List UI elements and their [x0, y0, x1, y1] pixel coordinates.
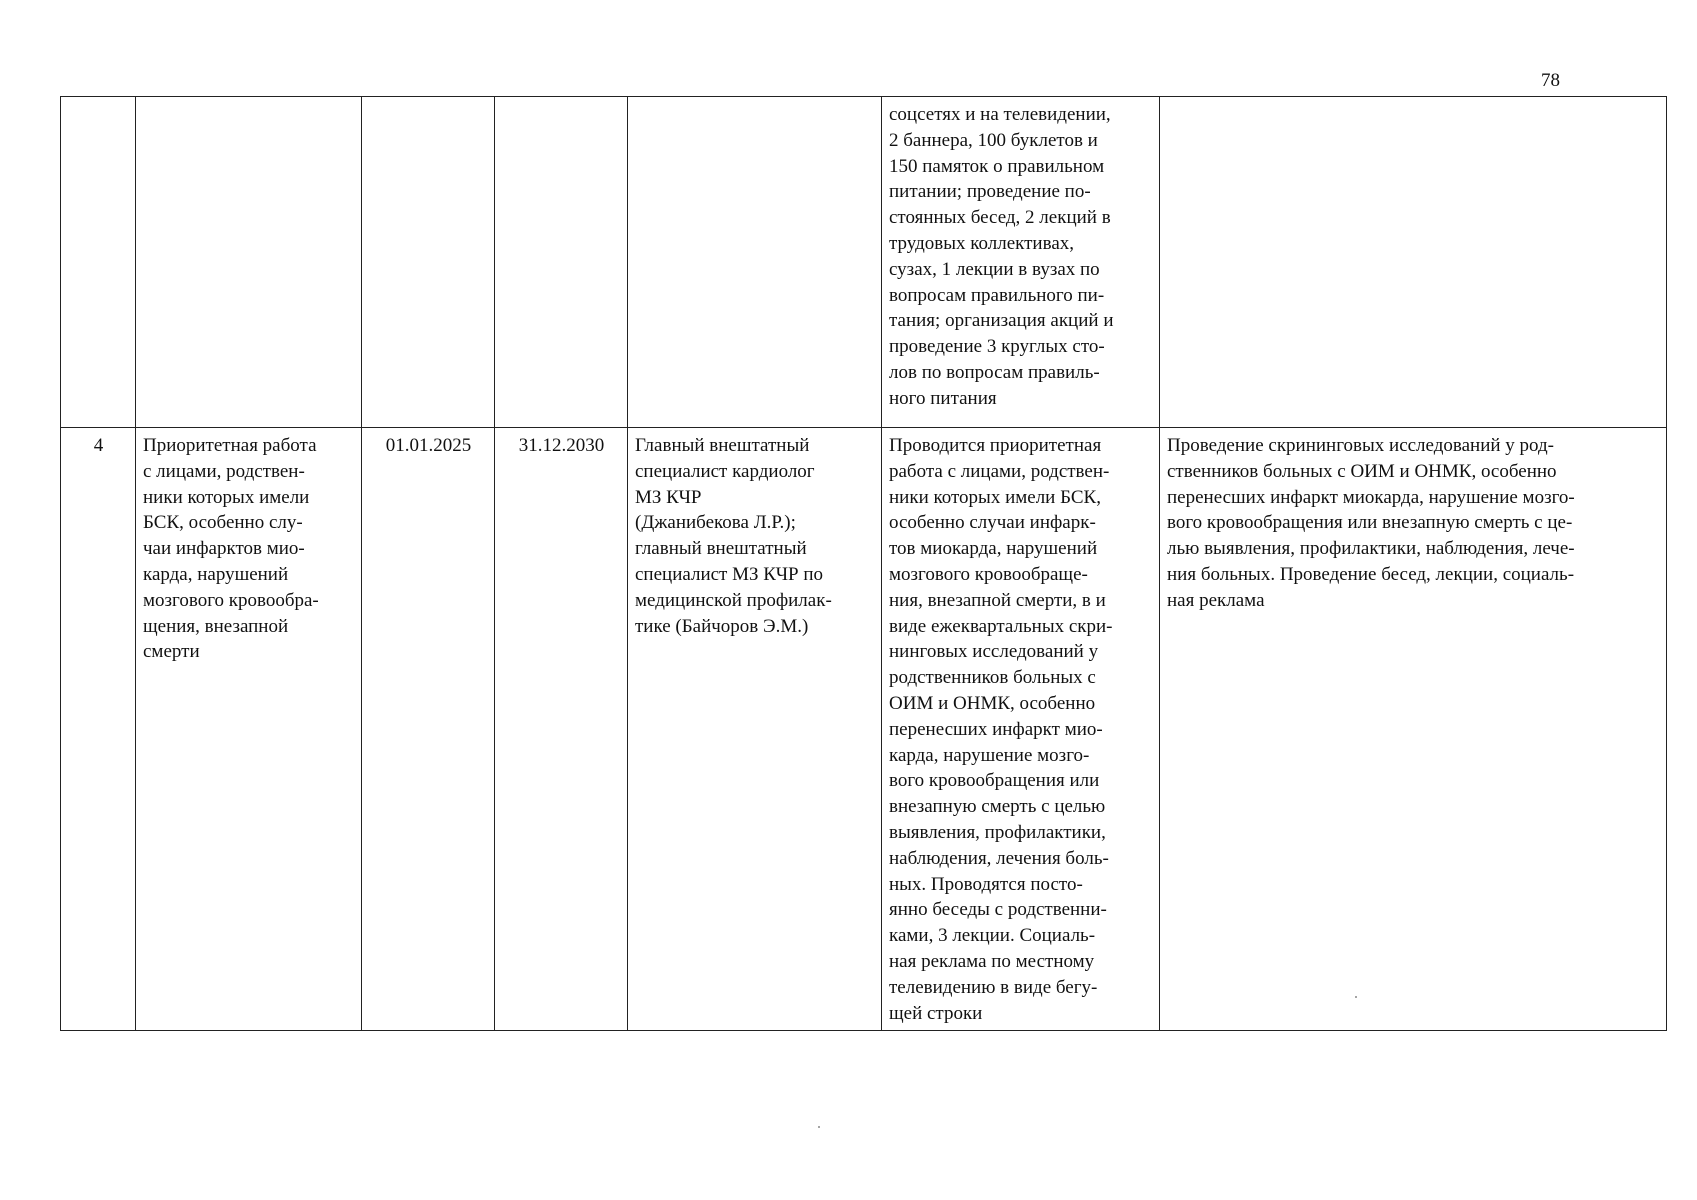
description-cell: Проводится приоритетная работа с лицами, родствен- ники которых имели БСК, особенно случаи инфарк- тов миокарда, нарушений мозгового кровообраще- ния, внезапной смерти, в и виде ежеквартальных скри- нинговых исследований у родственников больных с ОИМ и ОНМК, особенно перенесших инфаркт мио- карда, нарушение мозго- вого кровообращения или внезапную смерть с целью выявления, профилактики, наблюдения, лечения боль- ных. Проводятся посто- янно беседы с родственни- ками, 3 лекции. Социаль- ная реклама по местному телевидению в виде бегу- щей строки	[882, 428, 1160, 1031]
responsible-cell	[628, 97, 882, 428]
description-cell: соцсетях и на телевидении, 2 баннера, 100 буклетов и 150 памяток о правильном питании; проведение по- стоянных бесед, 2 лекций в трудовых коллективах, сузах, 1 лекции в вузах по вопросам правильного пи- тания; организация акций и проведение 3 круглых сто- лов по вопросам правиль- ного питания	[882, 97, 1160, 428]
start-date-cell	[362, 97, 495, 428]
event-cell	[136, 97, 362, 428]
row-number-cell: 4	[61, 428, 136, 1031]
scan-speck	[1355, 996, 1357, 998]
result-cell: Проведение скрининговых исследований у род- ственников больных с ОИМ и ОНМК, особенно перенесших инфаркт миокарда, нарушение мозго- вого кровообращения или внезапную смерть с це- лью выявления, профилактики, наблюдения, лече- ния больных. Проведение бесед, лекции, социаль- ная реклама	[1160, 428, 1667, 1031]
end-date-cell	[495, 97, 628, 428]
table-row	[61, 97, 1667, 428]
measures-table	[60, 96, 1667, 1031]
scan-speck	[818, 1126, 820, 1128]
responsible-cell: Главный внештатный специалист кардиолог МЗ КЧР (Джанибекова Л.Р.); главный внештатный специалист МЗ КЧР по медицинской профилак- тике (Байчоров Э.М.)	[628, 428, 882, 1031]
end-date-cell: 31.12.2030	[495, 428, 628, 1031]
page-number: 78	[1541, 70, 1560, 91]
table-row	[61, 428, 1667, 1031]
row-number-cell	[61, 97, 136, 428]
start-date-cell: 01.01.2025	[362, 428, 495, 1031]
result-cell	[1160, 97, 1667, 428]
event-cell: Приоритетная работа с лицами, родствен- ники которых имели БСК, особенно слу- чаи инфарктов мио- карда, нарушений мозгового кровообра- щения, внезапной смерти	[136, 428, 362, 1031]
